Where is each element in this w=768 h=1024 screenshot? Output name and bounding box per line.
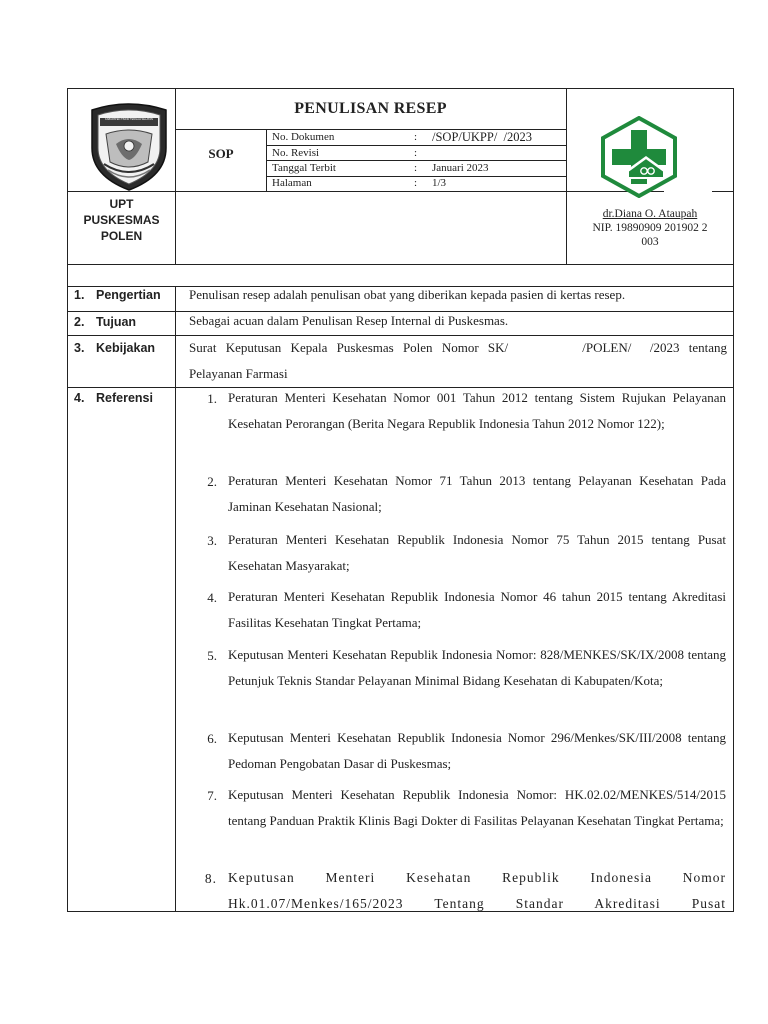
section-label-referensi: Referensi — [96, 391, 153, 405]
ref-num: 4. — [207, 590, 217, 605]
meta-label: Halaman — [272, 177, 312, 189]
section-num-1: 1. — [74, 288, 85, 302]
section-label-pengertian: Pengertian — [96, 288, 161, 302]
meta-row-tanggal-terbit — [272, 162, 566, 176]
ref-text: Keputusan Menteri Kesehatan Republik Indonesia Nomor: HK.02.02/MENKES/514/2015 tentang Panduan Praktik Klinis Bagi Dokter di Fasilitas Pelayanan Kesehatan Tingkat Pertama; — [228, 787, 726, 828]
section-num-2: 2. — [74, 315, 85, 329]
meta-row-no-revisi — [272, 147, 566, 161]
meta-sep: : — [414, 162, 418, 174]
unit-name — [68, 196, 175, 244]
district-logo — [86, 100, 172, 192]
ref-text: Keputusan Menteri Kesehatan Republik Indonesia Nomor 296/Menkes/SK/III/2008 tentang Pedoman Pengobatan Dasar di Puskesmas; — [228, 730, 726, 771]
ref-num: 5. — [207, 648, 217, 663]
page-title: PENULISAN RESEP — [294, 100, 447, 117]
section-text-pengertian: Penulisan resep adalah penulisan obat yang diberikan kepada pasien di kertas resep. — [189, 287, 626, 302]
section-label-kebijakan: Kebijakan — [96, 341, 156, 355]
meta-value: /SOP/UKPP/ /2023 — [432, 130, 533, 144]
puskesmas-logo — [598, 116, 680, 198]
signer-nip-1: NIP. 19890909 201902 2 — [592, 222, 708, 234]
ref-num: 6. — [207, 731, 217, 746]
meta-sep: : — [414, 147, 418, 159]
ref-text: Peraturan Menteri Kesehatan Nomor 001 Tahun 2012 tentang Sistem Rujukan Pelayanan Kesehatan Perorangan (Berita Negara Republik Indonesia Tahun 2012 Nomor 122); — [228, 390, 726, 431]
ref-text: Peraturan Menteri Kesehatan Nomor 71 Tahun 2013 tentang Pelayanan Kesehatan Pada Jaminan Kesehatan Nasional; — [228, 473, 726, 514]
unit-name-line-1: UPT — [109, 197, 134, 211]
meta-label: No. Revisi — [272, 147, 320, 159]
meta-value: 1/3 — [432, 177, 447, 189]
section-label-tujuan: Tujuan — [96, 315, 137, 329]
district-logo-text: KABUPATEN TIMOR TENGAH SELATAN — [105, 118, 153, 121]
meta-row-no-dokumen — [272, 131, 566, 145]
logo-right-bottom-line-2 — [712, 191, 734, 192]
unit-name-line-3: POLEN — [100, 229, 143, 243]
border-header-bottom — [67, 264, 734, 265]
ref-text: Peraturan Menteri Kesehatan Republik Indonesia Nomor 75 Tahun 2015 tentang Pusat Kesehatan Masyarakat; — [228, 532, 726, 573]
ref-num: 2. — [207, 474, 217, 489]
section-text-tujuan: Sebagai acuan dalam Penulisan Resep Internal di Puskesmas. — [189, 313, 509, 328]
meta-value: Januari 2023 — [432, 162, 489, 174]
section-num-4: 4. — [74, 391, 85, 405]
meta-line-1 — [266, 145, 566, 146]
section-text-kebijakan-2: Pelayanan Farmasi — [189, 366, 288, 381]
ref-num: 8. — [204, 871, 217, 886]
ref-num: 1. — [207, 391, 217, 406]
ref-text: Keputusan Menteri Kesehatan Republik Indonesia Nomor Hk.01.07/Menkes/165/2023 Tentang Standar Akreditasi Pusat — [228, 870, 726, 911]
border-label-col-2 — [175, 286, 176, 912]
border-right — [733, 88, 734, 912]
meta-sep: : — [414, 131, 418, 143]
meta-label: Tanggal Terbit — [272, 162, 336, 174]
section-num-3: 3. — [74, 341, 85, 355]
meta-sep: : — [414, 177, 418, 189]
meta-label: No. Dokumen — [272, 131, 335, 143]
ref-text: Peraturan Menteri Kesehatan Republik Indonesia Nomor 46 tahun 2015 tentang Akreditasi Fasilitas Kesehatan Tingkat Pertama; — [228, 589, 726, 630]
ref-num: 3. — [207, 533, 217, 548]
meta-row-halaman — [272, 177, 566, 191]
ref-text: Keputusan Menteri Kesehatan Republik Indonesia Nomor: 828/MENKES/SK/IX/2008 tentang Petunjuk Teknis Standar Pelayanan Minimal Bidang Kesehatan di Kabupaten/Kota; — [228, 647, 726, 688]
signer-nip-2: 003 — [641, 236, 659, 248]
signer-name: dr.Diana O. Ataupah — [602, 208, 698, 220]
section-text-kebijakan-1: Surat Keputusan Kepala Puskesmas Polen Nomor SK/ /POLEN/ /2023 tentang — [189, 340, 727, 355]
signer-block — [567, 207, 733, 249]
unit-name-line-2: PUSKESMAS — [83, 213, 160, 227]
border-top — [67, 88, 734, 89]
ref-num: 7. — [207, 788, 217, 803]
sop-label: SOP — [208, 146, 234, 161]
